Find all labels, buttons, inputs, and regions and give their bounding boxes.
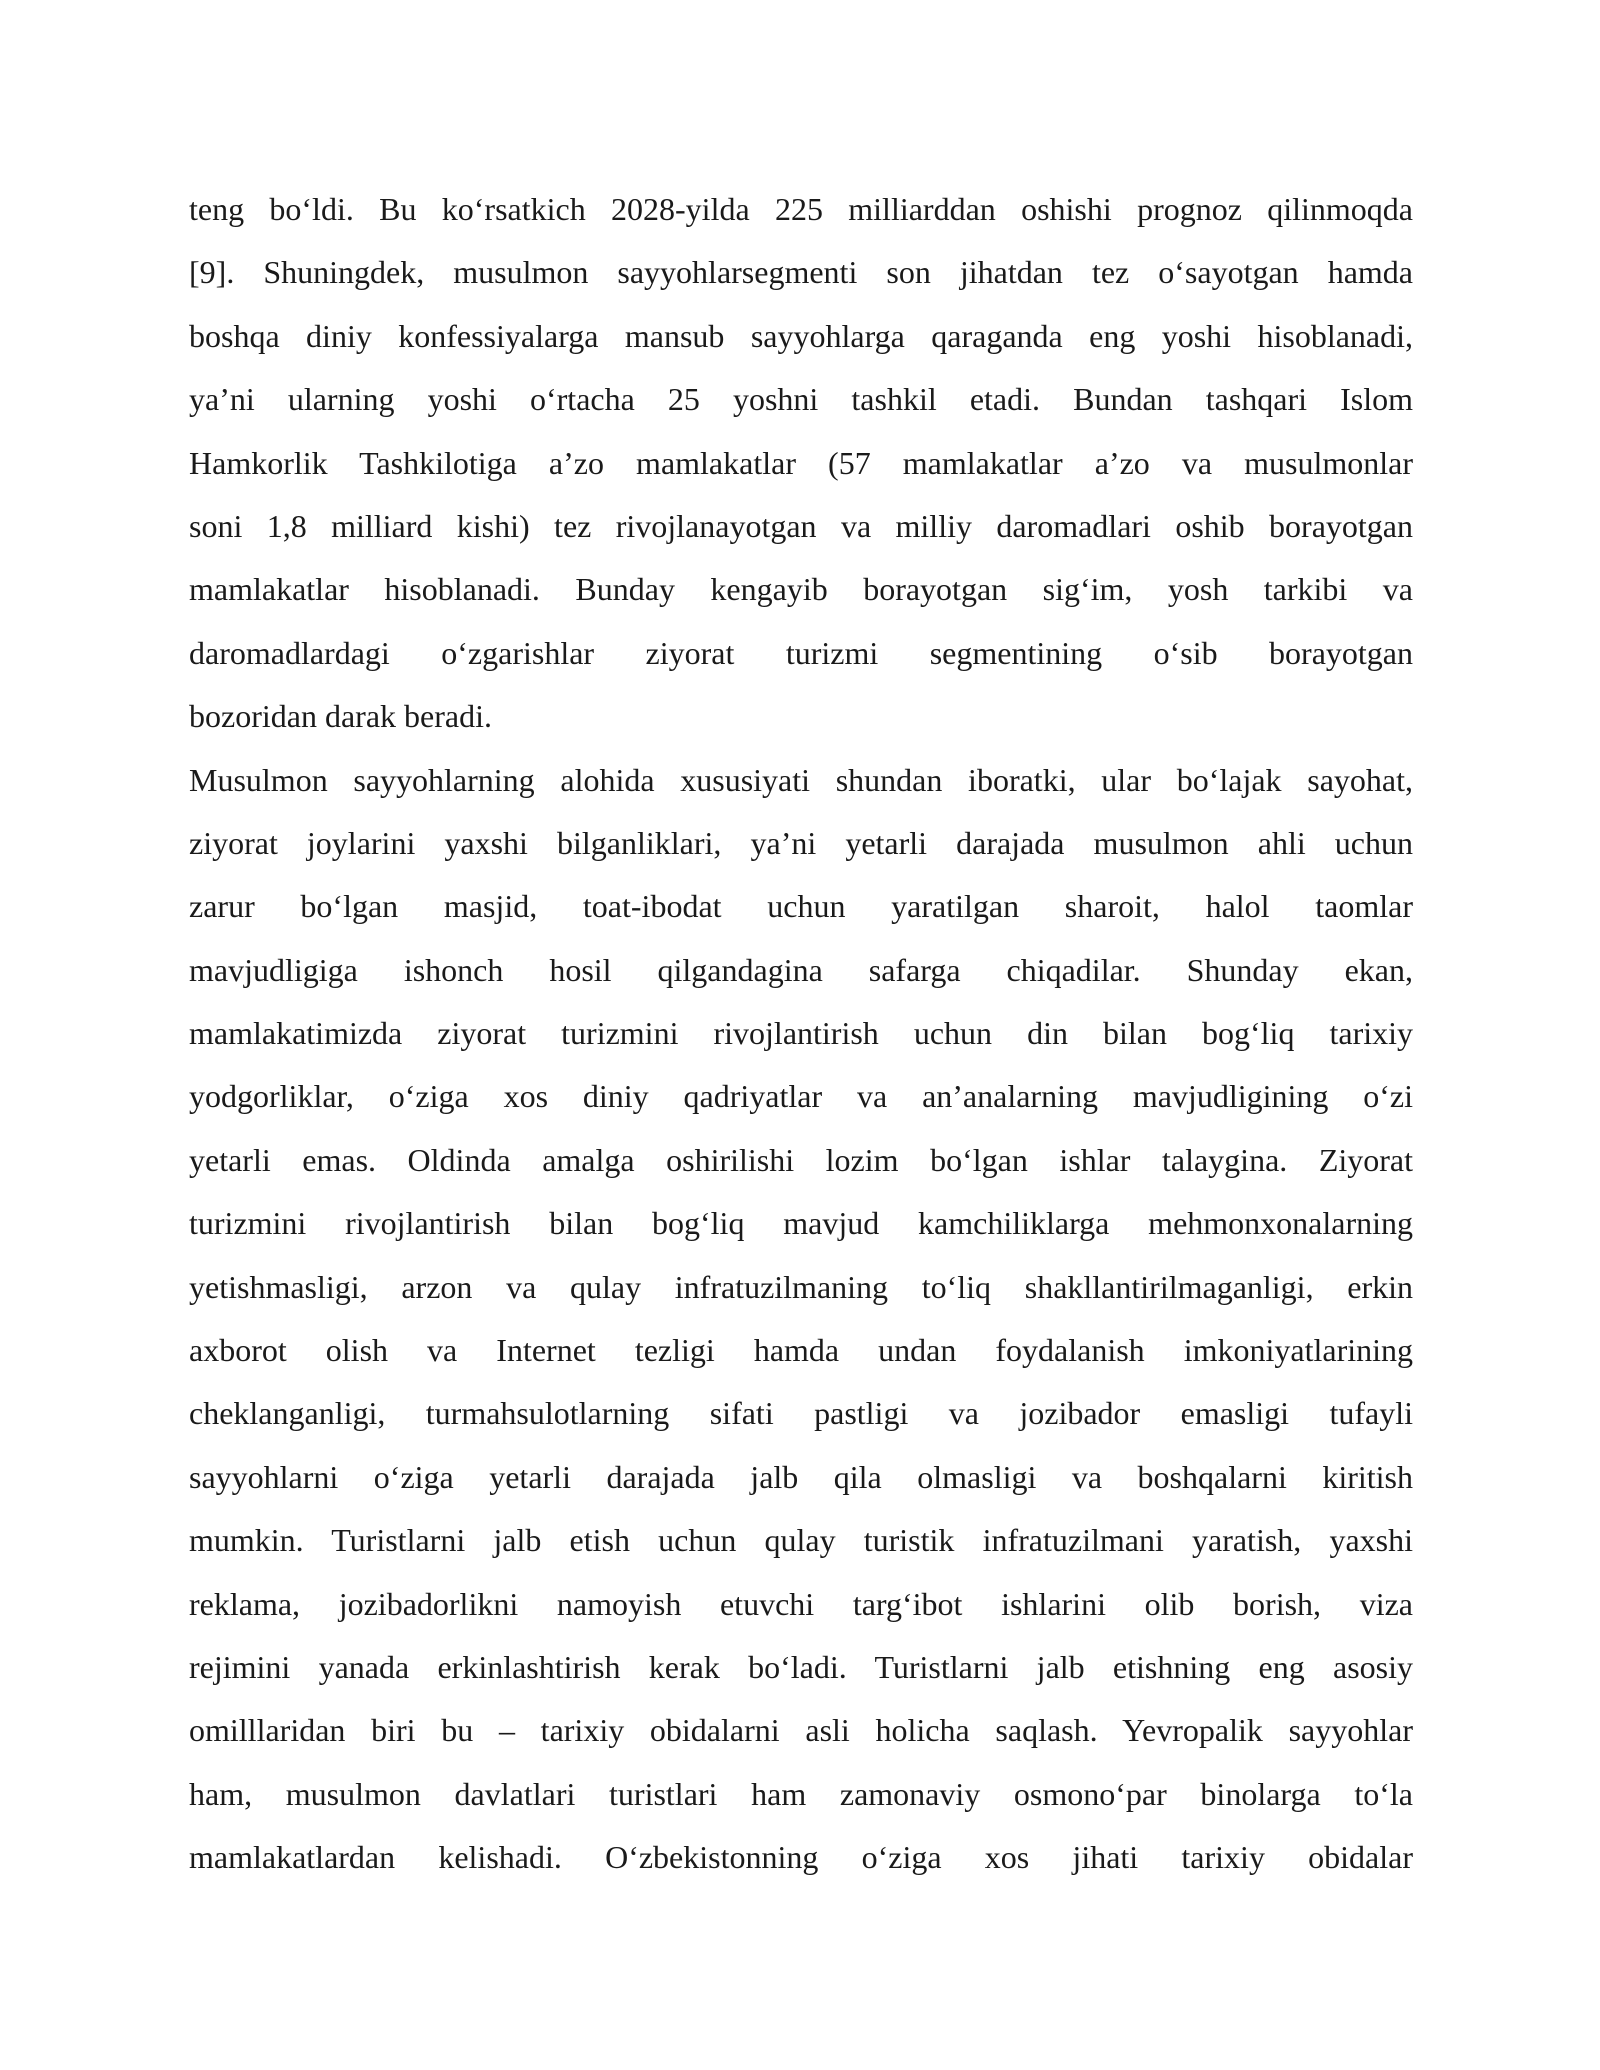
- text-line: soni 1,8 milliard kishi) tez rivojlanayotgan va milliy daromadlari oshib borayotgan: [189, 507, 1413, 544]
- text-line: ya’ni ularning yoshi o‘rtacha 25 yoshni tashkil etadi. Bundan tashqari Islom: [189, 381, 1413, 418]
- text-line: yetarli emas. Oldinda amalga oshirilishi lozim bo‘lgan ishlar talaygina. Ziyorat: [189, 1141, 1413, 1178]
- text-line: mumkin. Turistlarni jalb etish uchun qulay turistik infratuzilmani yaratish, yaxshi: [189, 1522, 1413, 1559]
- text-line: teng bo‘ldi. Bu ko‘rsatkich 2028-yilda 225 milliarddan oshishi prognoz qilinmoqda: [189, 191, 1413, 227]
- text-line: yetishmasligi, arzon va qulay infratuzilmaning to‘liq shakllantirilmaganligi, erkin: [189, 1268, 1413, 1305]
- text-line: cheklanganligi, turmahsulotlarning sifati pastligi va jozibador emasligi tufayli: [189, 1395, 1413, 1432]
- text-line: mavjudligiga ishonch hosil qilgandagina safarga chiqadilar. Shunday ekan,: [189, 951, 1413, 988]
- text-line: omilllaridan biri bu – tarixiy obidalarni asli holicha saqlash. Yevropalik sayyohlar: [189, 1712, 1413, 1749]
- text-line: ham, musulmon davlatlari turistlari ham zamonaviy osmono‘par binolarga to‘la: [189, 1775, 1413, 1812]
- text-line: turizmini rivojlantirish bilan bog‘liq mavjud kamchiliklarga mehmonxonalarning: [189, 1205, 1413, 1242]
- text-line: mamlakatlar hisoblanadi. Bunday kengayib borayotgan sig‘im, yosh tarkibi va: [189, 571, 1413, 608]
- text-line: axborot olish va Internet tezligi hamda undan foydalanish imkoniyatlarining: [189, 1332, 1413, 1369]
- text-line: mamlakatimizda ziyorat turizmini rivojlantirish uchun din bilan bog‘liq tarixiy: [189, 1015, 1413, 1052]
- text-line: reklama, jozibadorlikni namoyish etuvchi targ‘ibot ishlarini olib borish, viza: [189, 1585, 1413, 1622]
- text-line: boshqa diniy konfessiyalarga mansub sayyohlarga qaraganda eng yoshi hisoblanadi,: [189, 317, 1413, 354]
- text-line: yodgorliklar, o‘ziga xos diniy qadriyatlar va an’analarning mavjudligining o‘zi: [189, 1078, 1413, 1115]
- text-line: zarur bo‘lgan masjid, toat-ibodat uchun yaratilgan sharoit, halol taomlar: [189, 888, 1413, 925]
- text-line: [9]. Shuningdek, musulmon sayyohlarsegmenti son jihatdan tez o‘sayotgan hamda: [189, 254, 1413, 291]
- text-line: mamlakatlardan kelishadi. O‘zbekistonning o‘ziga xos jihati tarixiy obidalar: [189, 1839, 1413, 1876]
- body-text: [189, 178, 1413, 1890]
- text-line: Musulmon sayyohlarning alohida xususiyati shundan iboratki, ular bo‘lajak sayohat,: [189, 761, 1413, 798]
- text-line: daromadlardagi o‘zgarishlar ziyorat turizmi segmentining o‘sib borayotgan: [189, 634, 1413, 671]
- text-line: bozoridan darak beradi.: [189, 698, 492, 735]
- text-line: Hamkorlik Tashkilotiga a’zo mamlakatlar (57 mamlakatlar a’zo va musulmonlar: [189, 444, 1413, 481]
- text-line: ziyorat joylarini yaxshi bilganliklari, ya’ni yetarli darajada musulmon ahli uchun: [189, 824, 1413, 861]
- text-line: sayyohlarni o‘ziga yetarli darajada jalb qila olmasligi va boshqalarni kiritish: [189, 1458, 1413, 1495]
- text-line: rejimini yanada erkinlashtirish kerak bo‘ladi. Turistlarni jalb etishning eng asosiy: [189, 1648, 1413, 1685]
